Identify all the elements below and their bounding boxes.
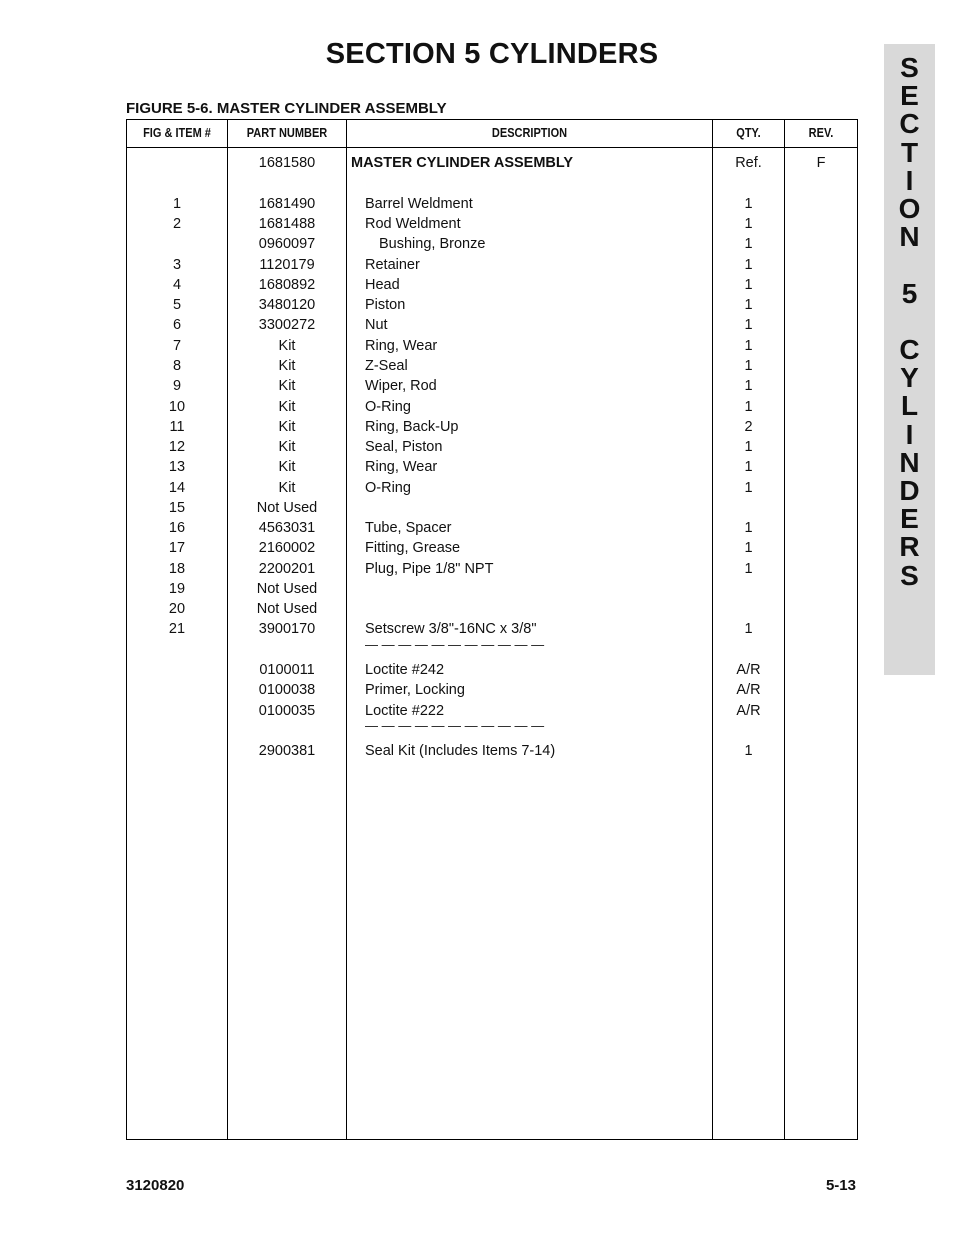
table-row <box>127 480 857 500</box>
cell-fig-item: 9 <box>172 378 182 394</box>
cell-description: Nut <box>365 317 388 333</box>
cell-qty: A/R <box>736 662 761 678</box>
cell-description: Z-Seal <box>365 358 408 374</box>
cell-part-number: 3300272 <box>258 317 316 333</box>
cell-fig-item: 16 <box>168 520 186 536</box>
table-row <box>127 216 857 236</box>
table-row <box>127 257 857 277</box>
table-row <box>127 155 857 175</box>
cell-description: Ring, Wear <box>365 459 438 475</box>
cell-fig-item: 13 <box>168 459 186 475</box>
cell-part-number: 2160002 <box>258 540 316 556</box>
cell-part-number: Not Used <box>256 601 318 617</box>
cell-qty: Ref. <box>735 155 762 171</box>
table-row <box>127 601 857 621</box>
cell-fig-item: 7 <box>172 338 182 354</box>
cell-fig-item: 10 <box>168 399 186 415</box>
cell-description: Tube, Spacer <box>365 520 452 536</box>
cell-fig-item: 14 <box>168 480 186 496</box>
separator-line: — — — — — — — — — — — <box>365 637 545 652</box>
cell-qty: 1 <box>744 399 753 415</box>
cell-part-number: Kit <box>278 480 296 496</box>
cell-qty: 1 <box>744 520 753 536</box>
cell-part-number: Kit <box>278 439 296 455</box>
cell-fig-item: 20 <box>168 601 186 617</box>
cell-description: Plug, Pipe 1/8" NPT <box>365 561 494 577</box>
cell-description: Setscrew 3/8"-16NC x 3/8" <box>365 621 537 637</box>
separator-row <box>127 718 857 738</box>
table-row <box>127 743 857 763</box>
cell-part-number: Kit <box>278 399 296 415</box>
table-row <box>127 439 857 459</box>
cell-qty: 1 <box>744 743 753 759</box>
cell-fig-item: 2 <box>172 216 182 232</box>
table-row <box>127 399 857 419</box>
cell-qty: A/R <box>736 682 761 698</box>
cell-part-number: 0100011 <box>259 662 315 678</box>
cell-description: O-Ring <box>365 480 411 496</box>
cell-qty: 1 <box>744 216 753 232</box>
cell-qty: 1 <box>744 439 753 455</box>
cell-qty: 1 <box>744 257 753 273</box>
cell-part-number: 0960097 <box>258 236 316 252</box>
cell-fig-item: 1 <box>172 196 182 212</box>
cell-part-number: 1681580 <box>258 155 316 171</box>
table-row <box>127 378 857 398</box>
cell-part-number: Not Used <box>256 500 318 516</box>
separator-line: — — — — — — — — — — — <box>365 718 545 733</box>
cell-qty: 1 <box>744 236 753 252</box>
header-divider <box>127 147 857 148</box>
cell-part-number: Not Used <box>256 581 318 597</box>
table-row <box>127 561 857 581</box>
table-row <box>127 581 857 601</box>
side-tab-letter: T <box>900 136 919 168</box>
cell-description: Primer, Locking <box>365 682 465 698</box>
cell-fig-item: 17 <box>168 540 186 556</box>
cell-description: Loctite #222 <box>365 703 445 719</box>
cell-part-number: 2200201 <box>258 561 316 577</box>
cell-description: Bushing, Bronze <box>379 236 486 252</box>
table-row <box>127 662 857 682</box>
cell-qty: 1 <box>744 459 753 475</box>
cell-qty: 1 <box>744 621 753 637</box>
cell-description: Head <box>365 277 400 293</box>
cell-part-number: 3480120 <box>258 297 316 313</box>
table-row <box>127 540 857 560</box>
cell-part-number: Kit <box>278 459 296 475</box>
cell-part-number: 0100035 <box>258 703 316 719</box>
cell-description: Wiper, Rod <box>365 378 437 394</box>
cell-description: Ring, Back-Up <box>365 419 459 435</box>
cell-description: Fitting, Grease <box>365 540 461 556</box>
cell-description: Barrel Weldment <box>365 196 473 212</box>
cell-qty: 1 <box>744 358 753 374</box>
cell-qty: 1 <box>744 480 753 496</box>
cell-description: O-Ring <box>365 399 411 415</box>
side-tab-letter: 5 <box>901 277 918 309</box>
cell-description: Piston <box>365 297 406 313</box>
cell-qty: 1 <box>744 561 753 577</box>
cell-fig-item: 12 <box>168 439 186 455</box>
cell-fig-item: 4 <box>172 277 182 293</box>
page-number: 5-13 <box>825 1177 856 1194</box>
table-row <box>127 419 857 439</box>
cell-part-number: 1681490 <box>258 196 316 212</box>
side-tab-letter: C <box>899 334 920 365</box>
cell-description: Seal, Piston <box>365 439 443 455</box>
cell-part-number: 4563031 <box>258 520 316 536</box>
cell-part-number: 1120179 <box>259 257 315 273</box>
table-row <box>127 500 857 520</box>
table-row <box>127 358 857 378</box>
side-tab-letter: I <box>905 418 914 450</box>
side-tab-letter: Y <box>900 362 919 394</box>
side-tab-letter: D <box>899 475 920 506</box>
table-row <box>127 338 857 358</box>
table-row <box>127 520 857 540</box>
cell-qty: A/R <box>736 703 761 719</box>
cell-description: Ring, Wear <box>365 338 438 354</box>
cell-fig-item: 18 <box>168 561 186 577</box>
cell-fig-item: 15 <box>168 500 186 516</box>
table-row <box>127 277 857 297</box>
side-tab-letter: S <box>900 559 919 591</box>
cell-qty: 2 <box>744 419 753 435</box>
header-fig-item: FIG & ITEM # <box>143 126 211 140</box>
document-number: 3120820 <box>126 1177 185 1194</box>
cell-description: Retainer <box>365 257 420 273</box>
cell-description: Rod Weldment <box>365 216 461 232</box>
cell-part-number: 2900381 <box>258 743 316 759</box>
cell-fig-item: 8 <box>172 358 182 374</box>
header-description: DESCRIPTION <box>491 126 568 140</box>
cell-part-number: Kit <box>278 358 296 374</box>
cell-qty: 1 <box>744 378 753 394</box>
side-tab-letter: L <box>900 390 919 422</box>
table-row <box>127 459 857 479</box>
cell-fig-item: 3 <box>172 257 182 273</box>
cell-qty: 1 <box>744 540 753 556</box>
parts-table <box>126 119 858 1140</box>
side-tab-letter: E <box>900 503 919 535</box>
cell-description: Loctite #242 <box>365 662 445 678</box>
cell-qty: 1 <box>744 196 753 212</box>
cell-qty: 1 <box>744 277 753 293</box>
header-qty: QTY. <box>736 126 761 140</box>
section-side-tab <box>884 44 935 675</box>
header-part-number: PART NUMBER <box>246 126 328 140</box>
cell-part-number: Kit <box>278 338 296 354</box>
cell-rev: F <box>816 155 826 171</box>
cell-part-number: 1680892 <box>258 277 316 293</box>
table-row <box>127 236 857 256</box>
header-rev: REV. <box>808 126 834 140</box>
cell-fig-item: 19 <box>168 581 186 597</box>
cell-part-number: Kit <box>278 419 296 435</box>
cell-part-number: 3900170 <box>258 621 316 637</box>
side-tab-letter: N <box>899 221 920 253</box>
cell-fig-item: 6 <box>172 317 182 333</box>
cell-fig-item: 21 <box>168 621 186 637</box>
cell-qty: 1 <box>744 297 753 313</box>
cell-qty: 1 <box>744 317 753 333</box>
side-tab-letter: N <box>899 446 920 478</box>
side-tab-letter: E <box>900 80 919 112</box>
cell-qty: 1 <box>744 338 753 354</box>
cell-part-number: 0100038 <box>258 682 316 698</box>
table-row <box>127 682 857 702</box>
table-row <box>127 317 857 337</box>
side-tab-letter: S <box>900 52 919 83</box>
figure-title: FIGURE 5-6. MASTER CYLINDER ASSEMBLY <box>126 100 447 117</box>
cell-description: MASTER CYLINDER ASSEMBLY <box>351 155 574 171</box>
side-tab-letter: C <box>899 108 920 140</box>
cell-description: Seal Kit (Includes Items 7-14) <box>365 743 556 759</box>
side-tab-letter: I <box>905 164 914 196</box>
cell-fig-item: 11 <box>169 419 185 435</box>
table-row <box>127 196 857 216</box>
cell-part-number: Kit <box>278 378 296 394</box>
separator-row <box>127 637 857 657</box>
cell-part-number: 1681488 <box>258 216 316 232</box>
side-tab-letter: O <box>898 193 921 224</box>
cell-fig-item: 5 <box>172 297 182 313</box>
side-tab-letter: R <box>899 531 920 563</box>
table-row <box>127 297 857 317</box>
page-title: SECTION 5 CYLINDERS <box>325 38 659 70</box>
